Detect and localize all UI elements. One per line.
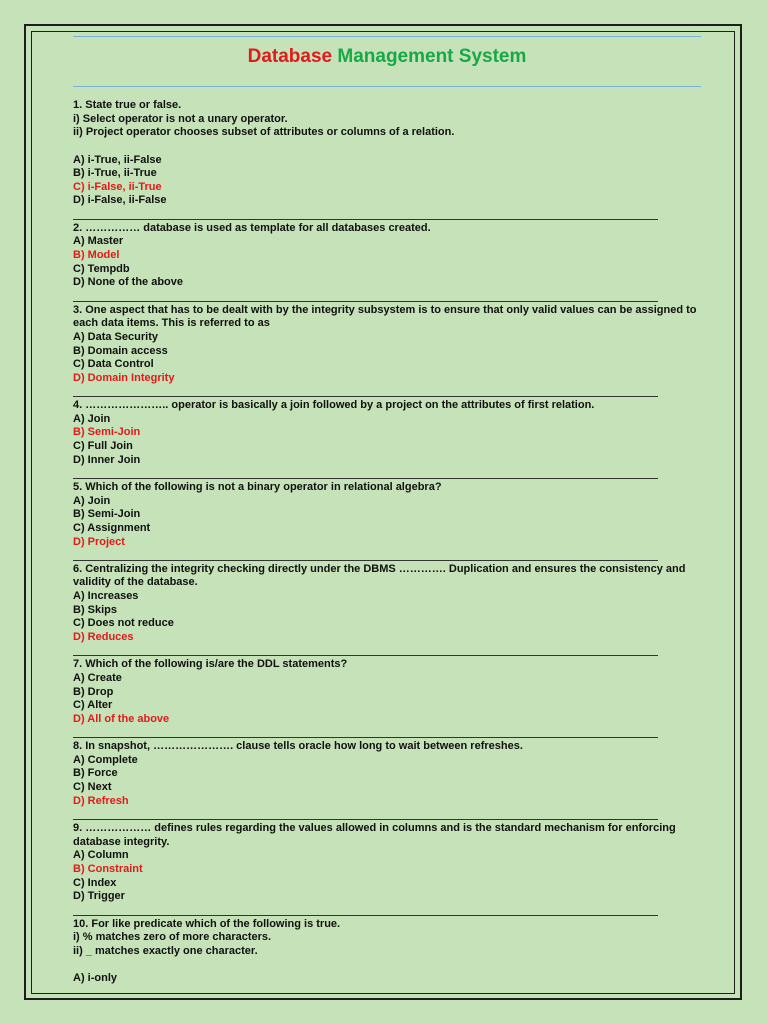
option: B) Semi-Join [73, 508, 141, 521]
option: A) i-only [73, 972, 117, 985]
question-stem: 4. ………………….. operator is basically a join followed by a project on the attributes of first relation. [73, 399, 595, 412]
option: C) Data Control [73, 358, 154, 371]
correct-option: D) Project [73, 535, 125, 548]
option: D) Trigger [73, 890, 125, 903]
question-statement: ii) Project operator chooses subset of attributes or columns of a relation. [73, 126, 455, 139]
option: C) Full Join [73, 440, 133, 453]
option: B) i-True, ii-True [73, 167, 157, 180]
option: C) Assignment [73, 521, 151, 534]
option: C) Alter [73, 699, 113, 712]
correct-option: B) Model [73, 249, 120, 262]
option: B) Skips [73, 603, 118, 616]
question-stem: 10. For like predicate which of the following is true. [73, 917, 341, 930]
question-list [73, 99, 713, 986]
question-stem: 3. One aspect that has to be dealt with by the integrity subsystem is to ensure that only valid values can be assigned to each data items. This is referred to as [73, 303, 697, 330]
title-words-management-system: Management System [337, 46, 527, 67]
question-separator [73, 904, 713, 918]
question-separator [73, 208, 713, 222]
option: A) Data Security [73, 330, 158, 343]
option: A) Create [73, 671, 122, 684]
option: B) Drop [73, 685, 114, 698]
correct-option: D) Reduces [73, 631, 134, 644]
option: C) Next [73, 781, 112, 794]
option: C) Does not reduce [73, 617, 174, 630]
correct-option: B) Semi-Join [73, 426, 141, 439]
option: C) Index [73, 876, 117, 889]
correct-option: B) Constraint [73, 862, 143, 875]
option: C) Tempdb [73, 262, 130, 275]
option: A) Join [73, 494, 111, 507]
title-word-database: Database [247, 46, 333, 67]
option: A) Column [73, 849, 129, 862]
option: A) Master [73, 235, 124, 248]
option: B) Domain access [73, 344, 168, 357]
question-statement: i) % matches zero of more characters. [73, 931, 272, 944]
question-stem: 2. …………… database is used as template for all databases created. [73, 221, 431, 234]
question-separator [73, 727, 713, 741]
correct-option: D) Domain Integrity [73, 371, 175, 384]
title-rule-top [73, 36, 701, 37]
correct-option: C) i-False, ii-True [73, 180, 162, 193]
question-separator [73, 385, 713, 399]
option: D) None of the above [73, 276, 184, 289]
correct-option: D) Refresh [73, 794, 129, 807]
question-stem: 9. ……………… defines rules regarding the values allowed in columns and is the standard mechanism for enforcing database integrity. [73, 822, 676, 848]
question-separator [73, 808, 713, 822]
option: A) i-True, ii-False [73, 153, 162, 166]
question-separator [73, 290, 713, 304]
question-stem: 1. State true or false. [73, 99, 182, 111]
option: A) Join [73, 412, 111, 425]
page-title [0, 46, 768, 68]
question-separator [73, 645, 713, 659]
question-stem: 6. Centralizing the integrity checking directly under the DBMS …………. Duplication and ensures the consistency and validity of the database. [73, 562, 686, 589]
option: D) i-False, ii-False [73, 194, 167, 207]
question-separator [73, 467, 713, 481]
option: A) Complete [73, 753, 138, 766]
question-statement: i) Select operator is not a unary operator. [73, 112, 288, 125]
title-rule-bottom [73, 86, 701, 87]
question-statement: ii) _ matches exactly one character. [73, 944, 258, 957]
question-separator [73, 549, 713, 563]
correct-option: D) All of the above [73, 712, 170, 725]
question-stem: 8. In snapshot, …………………. clause tells oracle how long to wait between refreshes. [73, 740, 523, 753]
option: D) Inner Join [73, 453, 141, 466]
question-stem: 5. Which of the following is not a binary operator in relational algebra? [73, 480, 442, 493]
option: B) Force [73, 767, 118, 780]
question-stem: 7. Which of the following is/are the DDL statements? [73, 658, 348, 671]
option: A) Increases [73, 590, 139, 603]
